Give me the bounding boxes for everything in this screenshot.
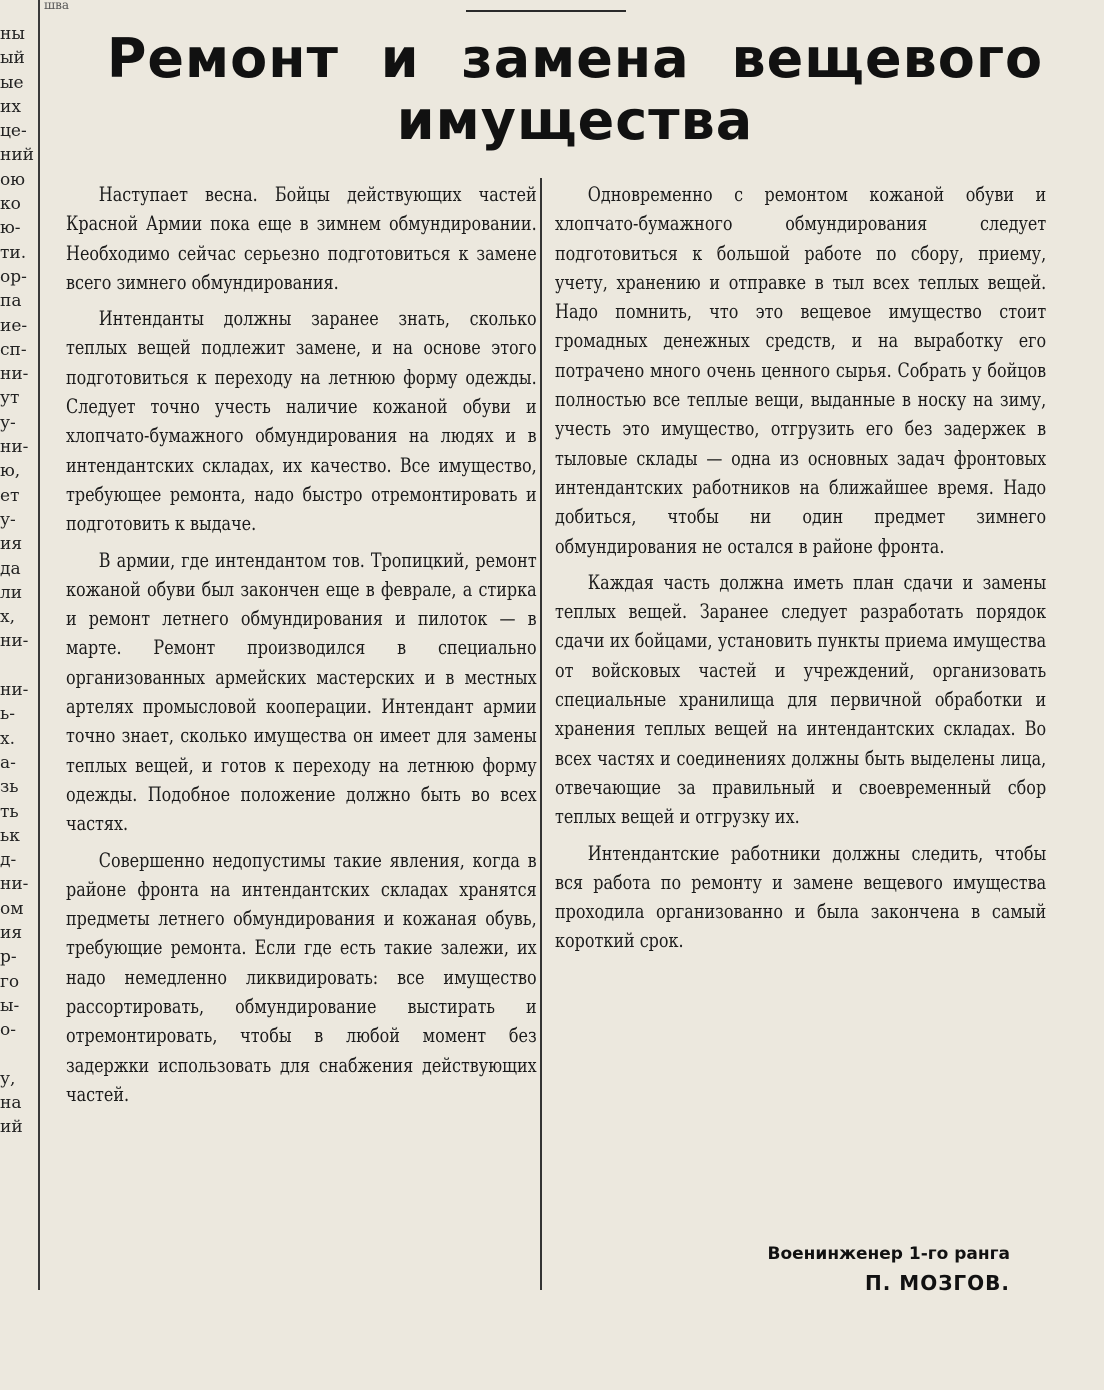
- fragment-line: ьк: [0, 825, 20, 846]
- fragment-line: ет: [0, 485, 20, 506]
- fragment-line: ю-: [0, 218, 21, 239]
- author-signature: [700, 1240, 1010, 1298]
- fragment-line: ли: [0, 582, 23, 603]
- paragraph: Интенданты должны заранее знать, сколько теплых вещей подлежит замене, и на основе этого подготовиться к переходу на летнюю форму одежды. Следует точно учесть наличие кожаной обуви и хлопчато-бумажного обмундирования на людях и в интендантских складах, их качество. Все имущество, требующее ремонта, надо быстро отремонтировать и подготовить к выдаче.: [66, 307, 537, 536]
- fragment-line: ор-: [0, 266, 27, 287]
- fragment-line: ни-: [0, 437, 29, 458]
- headline-line-2: имущества: [396, 89, 754, 152]
- top-divider: [466, 10, 626, 12]
- fragment-line: ю,: [0, 461, 21, 482]
- fragment-line: [0, 654, 34, 678]
- paragraph: Каждая часть должна иметь план сдачи и замены теплых вещей. Заранее следует разработать порядок сдачи их бойцами, установить пункты приема имущества от войсковых частей и учреждений, организовать специальные хранилища для первичной обработки и хранения теплых вещей на интендантских складах. Во всех частях и соединениях должны быть выделены лица, отвечающие за правильный и своевременный сбор теплых вещей и отгрузку их.: [555, 570, 1047, 829]
- fragment-line: ни-: [0, 874, 29, 895]
- paragraph: Интендантские работники должны следить, чтобы вся работа по ремонту и замене вещевого имущества проходила организованно и была закончена в самый короткий срок.: [555, 841, 1047, 953]
- fragment-line: у-: [0, 412, 16, 433]
- fragment-line: го: [0, 971, 20, 992]
- fragment-line: у,: [0, 1068, 16, 1089]
- fragment-line: ний: [0, 145, 34, 166]
- headline-line-1: Ремонт и замена вещевого: [106, 27, 1044, 90]
- paragraph: Наступает весна. Бойцы действующих частей Красной Армии пока еще в зимнем обмундировании. Необходимо сейчас серьезно подготовиться к замене всего зимнего обмундирования.: [66, 183, 537, 294]
- fragment-line: у-: [0, 509, 16, 530]
- fragment-line: ом: [0, 898, 24, 919]
- fragment-line: сп-: [0, 339, 27, 360]
- fragment-line: а-: [0, 752, 16, 773]
- fragment-line: ут: [0, 388, 20, 409]
- paragraph: Совершенно недопустимы такие явления, когда в районе фронта на интендантских складах хранятся предметы летнего обмундирования и кожаная обувь, требующие ремонта. Если где есть такие залежи, их надо немедленно ликвидировать: все имущество рассортировать, обмундирование выстирать и отремонтировать, чтобы в любой момент без задержки использовать для снабжения действующих частей.: [66, 848, 537, 1106]
- article-column-left: [66, 180, 537, 1116]
- paragraph: В армии, где интендантом тов. Тропицкий, ремонт кожаной обуви был закончен еще в феврале, а стирка и ремонт летнего обмундирования и пилоток — в марте. Ремонт производился в специально организованных армейских мастерских и в местных артелях промысловой кооперации. Интендант армии точно знает, сколько имущества он имеет для замены теплых вещей, и готов к переходу на летнюю форму одежды. Подобное положение должно быть во всех частях.: [66, 548, 537, 836]
- fragment-line: на: [0, 1093, 22, 1114]
- fragment-line: це-: [0, 121, 27, 142]
- column-divider: [540, 178, 542, 1290]
- fragment-line: ни-: [0, 680, 29, 701]
- fragment-line: да: [0, 558, 21, 579]
- fragment-line: о-: [0, 1020, 16, 1041]
- paragraph: Одновременно с ремонтом кожаной обуви и хлопчато-бумажного обмундирования следует подготовиться к большой работе по сбору, приему, учету, хранению и отправке в тыл всех теплых вещей. Надо помнить, что это вещевое имущество стоит громадных денежных средств, и на выработку его потрачено много очень ценного сырья. Собрать у бойцов полностью все теплые вещи, выданные в носку на зиму, учесть это имущество, отгрузить его без задержек в тыловые склады — одна из основных задач фронтовых интендантских работников на ближайшее время. Надо добиться, чтобы ни один предмет зимнего обмундирования не остался в районе фронта.: [555, 183, 1047, 558]
- fragment-line: ти.: [0, 242, 27, 263]
- author-name: П. МОЗГОВ.: [865, 1271, 1010, 1295]
- fragment-line: ны: [0, 24, 25, 44]
- left-column-divider: [38, 0, 40, 1290]
- fragment-line: ые: [0, 72, 24, 93]
- fragment-line: ы-: [0, 995, 20, 1016]
- fragment-line: р-: [0, 947, 17, 968]
- fragment-line: х,: [0, 607, 15, 628]
- fragment-line: их: [0, 96, 21, 117]
- cut-off-top-text: шва: [44, 0, 70, 10]
- fragment-line: ь-: [0, 704, 15, 725]
- fragment-line: [0, 1042, 34, 1066]
- fragment-line: ия: [0, 922, 23, 943]
- fragment-line: зь: [0, 777, 19, 798]
- fragment-line: ни-: [0, 631, 29, 652]
- article-column-right: [555, 180, 1046, 963]
- fragment-line: х.: [0, 728, 15, 749]
- fragment-line: ни-: [0, 364, 29, 385]
- fragment-line: ия: [0, 534, 23, 555]
- article-headline: [60, 28, 1090, 152]
- author-rank: Военинженер 1-го ранга: [767, 1244, 1010, 1264]
- fragment-line: д-: [0, 850, 17, 871]
- fragment-line: па: [0, 291, 22, 312]
- fragment-line: ий: [0, 1117, 23, 1138]
- fragment-line: ою: [0, 169, 26, 190]
- fragment-line: ть: [0, 801, 19, 822]
- fragment-line: ый: [0, 48, 25, 69]
- left-column-fragment: [0, 22, 34, 1222]
- fragment-line: ко: [0, 194, 21, 215]
- fragment-line: ие-: [0, 315, 28, 336]
